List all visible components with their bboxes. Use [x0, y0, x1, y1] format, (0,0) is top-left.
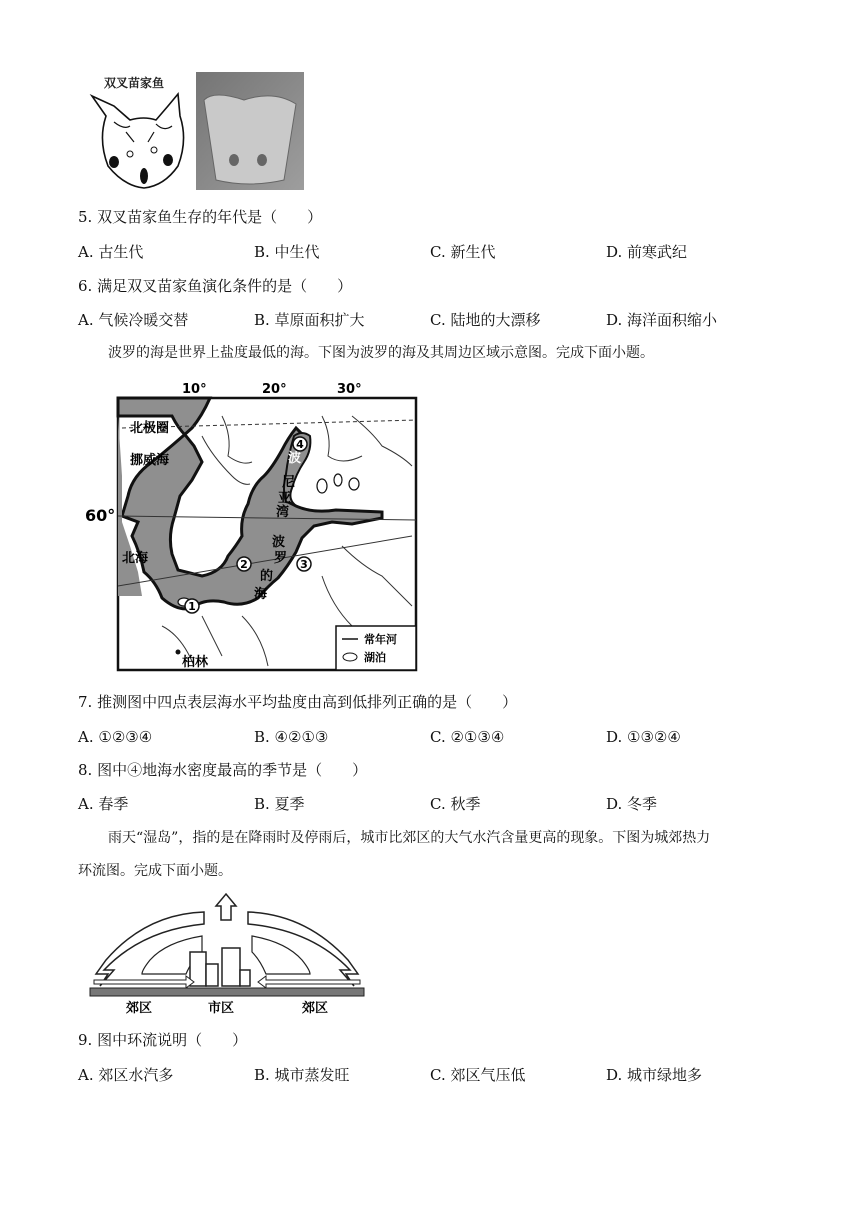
question-5-option-b[interactable]: B. 中生代 [254, 243, 320, 261]
question-6-stem: 6. 满足双叉苗家鱼演化条件的是（ ） [78, 277, 353, 295]
heat-circulation-svg [86, 890, 368, 1018]
question-7-option-b[interactable]: B. ④②①③ [254, 728, 329, 746]
question-8-stem: 8. 图中④地海水密度最高的季节是（ ） [78, 761, 368, 779]
marker-3-label: 3 [300, 558, 308, 571]
legend-river: 常年河 [364, 633, 397, 646]
baltic-map-svg [82, 376, 422, 676]
marker-1-label: 1 [188, 600, 196, 613]
lat-label-60: 60° [85, 506, 116, 525]
label-north-sea-1: 北海 [122, 551, 149, 566]
baltic-intro: 波罗的海是世界上盐度最低的海。下图为波罗的海及其周边区域示意图。完成下面小题。 [108, 345, 654, 361]
question-9-option-b[interactable]: B. 城市蒸发旺 [254, 1066, 350, 1084]
question-5-option-a[interactable]: A. 古生代 [78, 243, 144, 261]
question-7-option-d[interactable]: D. ①③②④ [606, 728, 681, 746]
question-7-option-c[interactable]: C. ②①③④ [430, 728, 505, 746]
question-6-option-d[interactable]: D. 海洋面积缩小 [606, 311, 718, 329]
question-5-option-c[interactable]: C. 新生代 [430, 243, 496, 261]
heat-circulation-figure [86, 890, 368, 1018]
label-berlin: 柏林 [182, 655, 209, 670]
label-baltic-4: 海 [254, 587, 268, 602]
label-norwegian-sea: 挪威海 [130, 453, 170, 468]
question-8-option-a[interactable]: A. 春季 [78, 795, 129, 813]
lon-label-10: 10° [182, 382, 207, 397]
label-gulf-4: 亚 [278, 491, 292, 506]
label-baltic-3: 的 [260, 569, 274, 584]
question-8-option-d[interactable]: D. 冬季 [606, 795, 658, 813]
marker-2-label: 2 [240, 558, 248, 571]
rain-intro-line-1: 雨天“湿岛”，指的是在降雨时及停雨后，城市比郊区的大气水汽含量更高的现象。下图为城郊热力 [108, 830, 711, 846]
question-9-stem: 9. 图中环流说明（ ） [78, 1031, 248, 1049]
label-suburb-right: 郊区 [302, 1001, 329, 1016]
fish-drawing [84, 70, 306, 194]
question-6-option-a[interactable]: A. 气候冷暖交替 [78, 311, 189, 329]
lon-label-30: 30° [337, 382, 362, 397]
label-gulf-1: 波 [288, 451, 302, 466]
baltic-map [82, 376, 422, 676]
label-urban: 市区 [208, 1001, 235, 1016]
fish-figure [84, 70, 306, 194]
legend-lake: 湖泊 [364, 651, 386, 664]
question-7-option-a[interactable]: A. ①②③④ [78, 728, 153, 746]
lon-label-20: 20° [262, 382, 287, 397]
marker-4-label: 4 [296, 438, 304, 451]
question-9-option-d[interactable]: D. 城市绿地多 [606, 1066, 703, 1084]
label-arctic-circle: 北极圈 [130, 421, 170, 436]
question-6-option-c[interactable]: C. 陆地的大漂移 [430, 311, 541, 329]
question-5-option-d[interactable]: D. 前寒武纪 [606, 243, 688, 261]
label-gulf-5: 湾 [276, 505, 290, 520]
fish-caption: 双叉苗家鱼 [104, 76, 165, 90]
question-9-option-c[interactable]: C. 郊区气压低 [430, 1066, 526, 1084]
question-9-option-a[interactable]: A. 郊区水汽多 [78, 1066, 174, 1084]
question-6-option-b[interactable]: B. 草原面积扩大 [254, 311, 365, 329]
question-7-stem: 7. 推测图中四点表层海水平均盐度由高到低排列正确的是（ ） [78, 693, 518, 711]
question-8-option-c[interactable]: C. 秋季 [430, 795, 481, 813]
label-gulf-3: 尼 [282, 475, 296, 490]
rain-intro-line-2: 环流图。完成下面小题。 [78, 863, 232, 879]
question-5-stem: 5. 双叉苗家鱼生存的年代是（ ） [78, 208, 323, 226]
label-suburb-left: 郊区 [126, 1001, 153, 1016]
label-baltic-1: 波 [272, 535, 286, 550]
question-8-option-b[interactable]: B. 夏季 [254, 795, 305, 813]
label-baltic-2: 罗 [274, 551, 288, 566]
